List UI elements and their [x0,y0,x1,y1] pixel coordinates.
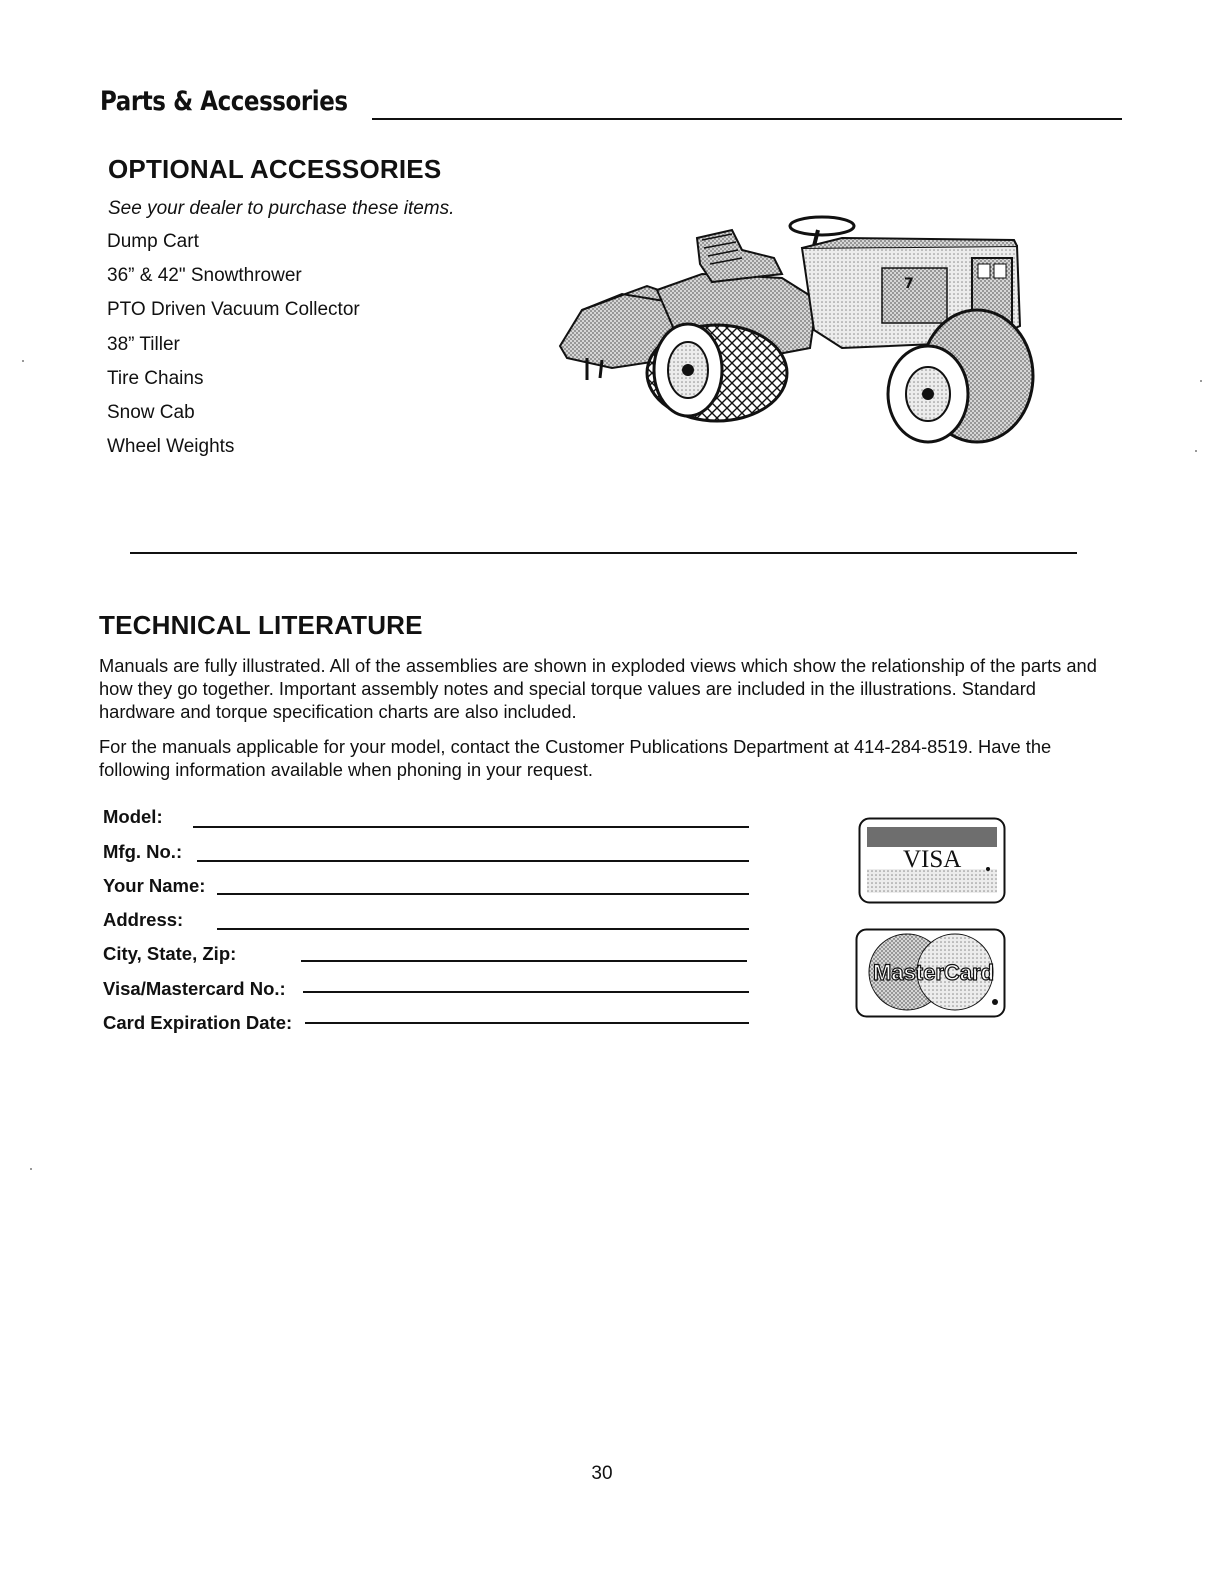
form-field-label: City, State, Zip: [103,943,237,964]
accessory-item: 36” & 42" Snowthrower [107,265,302,287]
visa-logo-text: VISA [903,846,962,873]
form-field-label: Your Name: [103,875,206,896]
scan-speck [22,360,24,362]
page-title: Parts & Accessories [100,86,348,117]
scan-speck [1195,450,1197,452]
form-field-label: Address: [103,909,184,930]
optional-accessories-subtitle: See your dealer to purchase these items. [108,198,455,219]
page-number: 30 [591,1463,613,1484]
form-field-line[interactable] [217,893,749,895]
mastercard-logo-text: MasterCard [873,960,995,985]
form-field-line[interactable] [217,928,749,930]
accessory-item: Dump Cart [107,231,199,252]
form-field-card-number [103,978,753,1006]
form-field-mfg-no [103,841,753,869]
accessory-item: PTO Driven Vacuum Collector [107,299,360,321]
svg-text:7: 7 [904,276,914,292]
scan-speck [1200,380,1202,382]
technical-literature-heading: TECHNICAL LITERATURE [99,610,423,640]
scan-speck [30,1168,32,1170]
technical-literature-paragraph: Manuals are fully illustrated. All of the assemblies are shown in exploded views which show the relationship of the parts and how they go together. Important assembly notes and special torque values are included in the illustrations. Standard hardware and torque specification charts are also included. [99,655,1097,722]
form-field-card-expiration [103,1012,753,1040]
form-field-line[interactable] [305,1022,749,1024]
form-field-model [103,806,753,834]
accessory-item: Snow Cab [107,401,195,423]
technical-literature-contact-paragraph: For the manuals applicable for your model, contact the Customer Publications Department at 414-284-8519. Have the following information available when phoning in your request. [99,736,1052,780]
section-divider [130,552,1077,554]
tractor-illustration [552,208,1052,453]
form-field-address [103,909,753,937]
accessory-item: Wheel Weights [107,436,235,458]
form-field-line[interactable] [197,860,749,862]
accessory-item: 38” Tiller [107,333,180,355]
accessory-item: Tire Chains [107,367,204,389]
form-field-label: Mfg. No.: [103,841,183,862]
form-field-label: Card Expiration Date: [103,1012,293,1033]
form-field-label: Model: [103,806,163,827]
optional-accessories-heading: OPTIONAL ACCESSORIES [108,154,442,184]
form-field-label: Visa/Mastercard No.: [103,978,286,999]
form-field-your-name [103,875,753,903]
form-field-line[interactable] [301,960,747,962]
form-field-line[interactable] [303,991,749,993]
mastercard-logo [855,928,1006,1018]
form-field-line[interactable] [193,826,749,828]
form-field-city-state-zip [103,943,753,971]
header-rule [372,118,1122,120]
accessory-list [107,229,360,468]
visa-logo [858,817,1006,904]
